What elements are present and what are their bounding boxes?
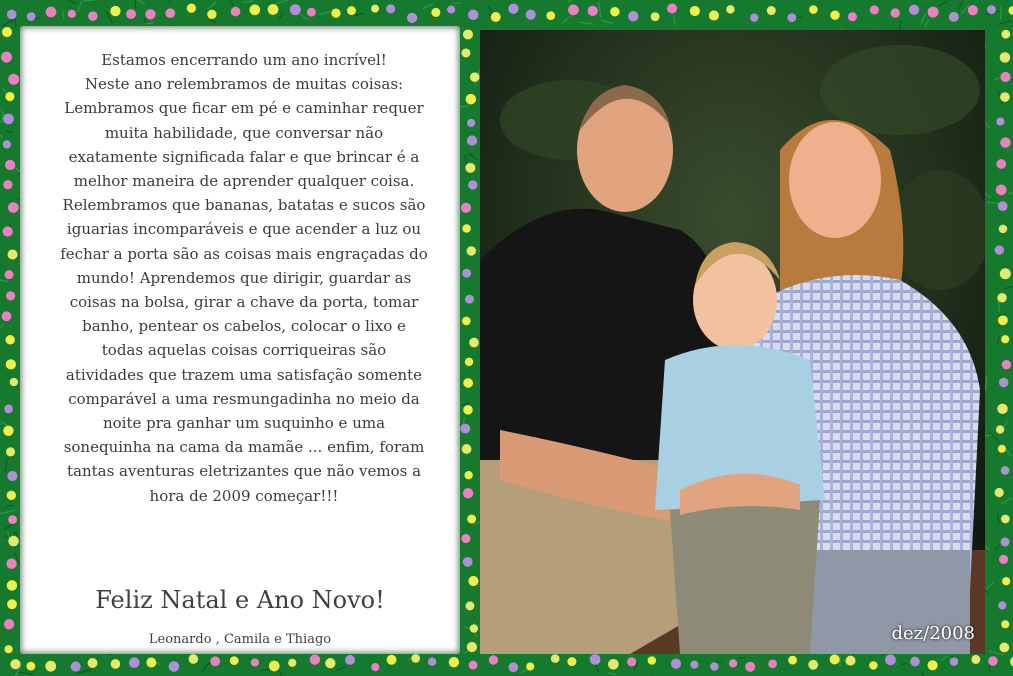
light-dot	[1002, 577, 1010, 585]
light-dot	[996, 159, 1006, 169]
light-dot	[371, 5, 379, 13]
pine-needle	[210, 20, 217, 22]
light-dot	[230, 656, 239, 665]
light-dot	[10, 378, 18, 386]
pine-needle	[599, 2, 601, 17]
message-line: atividades que trazem uma satisfação somente	[65, 365, 423, 384]
pine-needle	[997, 21, 1011, 25]
pine-needle	[5, 459, 7, 473]
light-dot	[999, 555, 1008, 564]
light-dot	[467, 246, 476, 255]
light-dot	[1, 52, 12, 63]
pine-needle	[1000, 498, 1011, 505]
pine-needle	[938, 2, 946, 6]
message-text	[34, 48, 454, 508]
light-dot	[3, 180, 12, 189]
light-dot	[995, 488, 1004, 497]
light-dot	[347, 6, 356, 15]
pine-needle	[989, 665, 990, 672]
light-dot	[996, 425, 1004, 433]
light-dot	[462, 269, 471, 278]
light-dot	[1001, 30, 1010, 39]
message-line: todas aquelas coisas corriqueiras são	[101, 341, 387, 360]
pine-needle	[460, 106, 469, 107]
light-dot	[26, 662, 35, 671]
light-dot	[1001, 620, 1009, 628]
pine-needle	[580, 22, 594, 24]
light-dot	[470, 72, 480, 82]
light-dot	[129, 657, 140, 668]
light-dot	[690, 6, 700, 16]
light-dot	[468, 576, 478, 586]
light-dot	[7, 599, 17, 609]
pine-needle	[279, 13, 283, 19]
message-line: Estamos encerrando um ano incrível!	[101, 51, 387, 69]
pine-needle	[998, 336, 1000, 343]
pine-needle	[0, 324, 3, 333]
family-photo	[480, 30, 985, 654]
light-dot	[5, 335, 14, 344]
light-dot	[464, 471, 472, 479]
light-dot	[869, 661, 878, 670]
light-dot	[345, 655, 355, 665]
message-line: muita habilidade, que conversar não	[104, 123, 384, 142]
light-dot	[169, 661, 180, 672]
pine-needle	[995, 545, 1000, 551]
light-dot	[996, 184, 1007, 195]
light-dot	[463, 378, 473, 388]
light-dot	[750, 14, 758, 22]
light-dot	[4, 619, 14, 629]
light-dot	[386, 4, 395, 13]
light-dot	[2, 311, 12, 321]
light-dot	[870, 5, 879, 14]
message-line: comparável a uma resmungadinha no meio da	[68, 389, 420, 408]
light-dot	[1000, 52, 1011, 63]
pine-needle	[169, 0, 178, 2]
light-dot	[830, 654, 840, 664]
light-dot	[207, 10, 216, 19]
light-dot	[988, 656, 998, 666]
light-dot	[909, 5, 919, 15]
light-dot	[210, 656, 220, 666]
pine-needle	[63, 0, 75, 3]
light-dot	[1000, 137, 1010, 147]
light-dot	[998, 601, 1006, 609]
light-dot	[145, 9, 155, 19]
light-dot	[1000, 72, 1010, 82]
message-line: fechar a porta são as coisas mais engraçadas do	[60, 244, 428, 263]
light-dot	[387, 655, 397, 665]
message-line: banho, pentear os cabelos, colocar o lixo e	[82, 317, 406, 336]
light-dot	[126, 9, 136, 19]
light-dot	[371, 663, 379, 671]
message-line: coisas na bolsa, girar a chave da porta, tomar	[69, 293, 419, 312]
light-dot	[610, 7, 619, 16]
light-dot	[462, 317, 471, 326]
light-dot	[470, 624, 478, 632]
light-dot	[928, 7, 939, 18]
light-dot	[4, 404, 13, 413]
light-dot	[465, 601, 474, 610]
light-dot	[651, 12, 660, 21]
light-dot	[8, 536, 18, 546]
message-line: hora de 2009 começar!!!	[149, 486, 339, 505]
light-dot	[891, 8, 900, 17]
light-dot	[726, 5, 734, 13]
message-line: mundo! Aprendemos que dirigir, guardar as	[76, 268, 412, 287]
light-dot	[910, 657, 920, 667]
pine-needle	[917, 0, 924, 1]
light-dot	[627, 657, 636, 666]
light-dot	[987, 5, 996, 14]
greeting-title: Feliz Natal e Ano Novo!	[95, 586, 385, 614]
pine-needle	[921, 671, 924, 676]
light-dot	[1002, 360, 1011, 369]
light-dot	[111, 659, 121, 669]
light-dot	[462, 224, 471, 233]
message-line: Lembramos que ficar em pé e caminhar requer	[64, 99, 424, 118]
pine-needle	[561, 14, 574, 24]
light-dot	[460, 424, 470, 434]
light-dot	[290, 4, 301, 15]
pine-needle	[319, 12, 330, 15]
light-dot	[3, 140, 11, 148]
pine-needle	[901, 663, 907, 664]
light-dot	[467, 135, 477, 145]
message-line: melhor maneira de aprender qualquer coisa.	[73, 172, 415, 191]
light-dot	[467, 119, 475, 127]
pine-needle	[84, 0, 95, 1]
light-dot	[6, 359, 16, 369]
pine-needle	[275, 0, 288, 4]
light-dot	[469, 338, 479, 348]
message-line: sonequinha na cama da mamãe ... enfim, foram	[63, 438, 425, 457]
light-dot	[950, 657, 959, 666]
light-dot	[465, 295, 474, 304]
light-dot	[307, 8, 316, 17]
light-dot	[787, 13, 796, 22]
pine-needle	[673, 16, 675, 26]
pine-needle	[7, 509, 16, 512]
light-dot	[468, 10, 478, 20]
light-dot	[1001, 335, 1009, 343]
light-dot	[949, 12, 959, 22]
light-dot	[788, 656, 797, 665]
light-dot	[146, 658, 156, 668]
light-dot	[461, 203, 471, 213]
light-dot	[729, 659, 737, 667]
light-dot	[998, 315, 1008, 325]
light-dot	[249, 4, 260, 15]
pine-needle	[336, 666, 346, 670]
pine-needle	[941, 656, 947, 661]
pine-needle	[1, 112, 4, 123]
pine-needle	[77, 0, 82, 12]
light-dot	[3, 226, 13, 236]
pine-needle	[989, 651, 1004, 655]
light-dot	[491, 12, 501, 22]
light-dot	[88, 658, 98, 668]
light-dot	[648, 656, 656, 664]
light-dot	[8, 249, 18, 259]
light-dot	[88, 11, 97, 20]
light-dot	[1000, 268, 1011, 279]
pine-needle	[208, 2, 216, 9]
light-dot	[463, 488, 473, 498]
light-dot	[269, 661, 280, 672]
light-dot	[768, 660, 777, 669]
light-dot	[4, 645, 12, 653]
light-dot	[8, 515, 17, 524]
light-dot	[671, 659, 681, 669]
light-dot	[999, 643, 1009, 653]
light-dot	[690, 661, 698, 669]
pine-needle	[228, 0, 234, 5]
light-dot	[45, 661, 56, 672]
light-dot	[567, 657, 576, 666]
light-dot	[407, 13, 417, 23]
light-dot	[7, 10, 17, 20]
light-dot	[998, 445, 1006, 453]
light-dot	[508, 4, 518, 14]
pine-needle	[987, 202, 1000, 203]
light-dot	[885, 654, 896, 665]
message-panel	[20, 26, 460, 654]
light-dot	[968, 5, 978, 15]
light-dot	[461, 534, 470, 543]
light-dot	[469, 661, 478, 670]
light-dot	[508, 662, 518, 672]
pine-needle	[242, 1, 254, 3]
pine-needle	[135, 0, 145, 5]
light-dot	[463, 557, 473, 567]
light-dot	[2, 27, 12, 37]
light-dot	[1001, 515, 1010, 524]
light-dot	[467, 514, 476, 523]
light-dot	[68, 10, 76, 18]
message-line: tantas aventuras eletrizantes que não vemos a	[66, 462, 422, 481]
light-dot	[46, 7, 57, 18]
light-dot	[7, 580, 18, 591]
pine-needle	[984, 121, 989, 128]
pine-needle	[609, 673, 617, 674]
light-dot	[848, 12, 857, 21]
light-dot	[463, 405, 473, 415]
light-dot	[331, 9, 340, 18]
light-dot	[7, 471, 17, 481]
light-dot	[767, 6, 776, 15]
light-dot	[71, 661, 81, 671]
light-dot	[489, 655, 498, 664]
light-dot	[6, 447, 15, 456]
pine-needle	[961, 5, 969, 14]
light-dot	[8, 74, 19, 85]
light-dot	[830, 11, 839, 20]
light-dot	[251, 658, 259, 666]
light-dot	[709, 10, 719, 20]
light-dot	[5, 270, 14, 279]
light-dot	[288, 659, 296, 667]
light-dot	[809, 5, 818, 14]
light-dot	[608, 659, 619, 670]
light-dot	[5, 92, 14, 101]
light-dot	[999, 378, 1008, 387]
light-dot	[745, 662, 755, 672]
pine-needle	[423, 4, 434, 9]
pine-needle	[354, 13, 364, 15]
light-dot	[463, 29, 473, 39]
pine-needle	[462, 403, 469, 406]
light-dot	[928, 660, 938, 670]
pine-needle	[63, 11, 64, 19]
light-dot	[971, 655, 980, 664]
light-dot	[3, 114, 14, 125]
light-dot	[187, 4, 196, 13]
light-dot	[466, 94, 477, 105]
light-dot	[808, 660, 818, 670]
light-dot	[468, 180, 477, 189]
light-dot	[165, 8, 175, 18]
light-dot	[628, 11, 638, 21]
pine-needle	[925, 19, 929, 26]
pine-needle	[1008, 191, 1013, 194]
light-dot	[3, 426, 13, 436]
message-line: Neste ano relembramos de muitas coisas:	[84, 75, 404, 94]
pine-needle	[2, 20, 15, 26]
pine-needle	[997, 514, 999, 523]
light-dot	[551, 654, 560, 663]
pine-needle	[988, 431, 998, 440]
pine-needle	[0, 280, 8, 282]
light-dot	[1008, 6, 1013, 15]
pine-needle	[985, 193, 991, 198]
light-dot	[1001, 466, 1010, 475]
light-dot	[428, 657, 436, 665]
light-dot	[1000, 92, 1010, 102]
pine-needle	[0, 133, 3, 138]
light-dot	[449, 657, 459, 667]
signature: Leonardo , Camila e Thiago	[148, 632, 332, 647]
light-dot	[5, 160, 15, 170]
light-dot	[8, 202, 19, 213]
light-dot	[546, 11, 555, 20]
message-line: Relembramos que bananas, batatas e sucos são	[62, 196, 426, 215]
light-dot	[231, 7, 241, 17]
light-dot	[465, 163, 475, 173]
message-line: iguarias incomparáveis e que acender a luz ou	[66, 220, 422, 239]
light-dot	[10, 659, 20, 669]
light-dot	[998, 201, 1008, 211]
message-line: noite pra ganhar um suquinho e uma	[102, 414, 386, 433]
pine-needle	[568, 0, 576, 2]
pine-needle	[202, 662, 211, 672]
family-photo-illustration	[480, 30, 985, 654]
pine-needle	[0, 511, 9, 515]
light-dot	[996, 118, 1004, 126]
date-stamp: dez/2008	[891, 623, 975, 644]
light-dot	[995, 245, 1004, 254]
pine-needle	[959, 1, 963, 9]
light-dot	[411, 654, 420, 663]
pine-needle	[998, 301, 999, 312]
pine-needle	[300, 14, 308, 20]
light-dot	[568, 5, 579, 16]
light-dot	[467, 642, 477, 652]
light-dot	[667, 3, 677, 13]
pine-needle	[469, 154, 477, 160]
light-dot	[590, 654, 601, 665]
light-dot	[710, 662, 718, 670]
light-dot	[189, 654, 199, 664]
light-dot	[997, 293, 1006, 302]
light-dot	[27, 12, 36, 21]
light-dot	[1001, 537, 1010, 546]
light-dot	[6, 291, 15, 300]
light-dot	[6, 559, 16, 569]
light-dot	[999, 225, 1008, 234]
light-dot	[997, 404, 1007, 414]
light-dot	[447, 5, 455, 13]
light-dot	[461, 48, 470, 57]
pine-needle	[465, 155, 467, 165]
light-dot	[462, 444, 472, 454]
light-dot	[110, 6, 120, 16]
light-dot	[310, 654, 320, 664]
light-dot	[325, 658, 335, 668]
pine-needle	[921, 13, 925, 24]
light-dot	[465, 358, 473, 366]
pine-needle	[900, 20, 901, 30]
pine-needle	[7, 131, 13, 132]
light-dot	[846, 656, 856, 666]
pine-needle	[1004, 285, 1013, 289]
light-dot	[7, 491, 16, 500]
pine-needle	[986, 376, 987, 390]
pine-needle	[7, 505, 14, 506]
pine-needle	[143, 23, 153, 25]
pine-needle	[19, 672, 33, 675]
light-dot	[526, 662, 534, 670]
pine-needle	[738, 657, 745, 658]
light-dot	[268, 4, 279, 15]
light-dot	[431, 8, 440, 17]
message-line: exatamente significada falar e que brincar é a	[68, 147, 420, 166]
pine-needle	[601, 20, 613, 23]
light-dot	[588, 6, 598, 16]
light-dot	[526, 10, 536, 20]
